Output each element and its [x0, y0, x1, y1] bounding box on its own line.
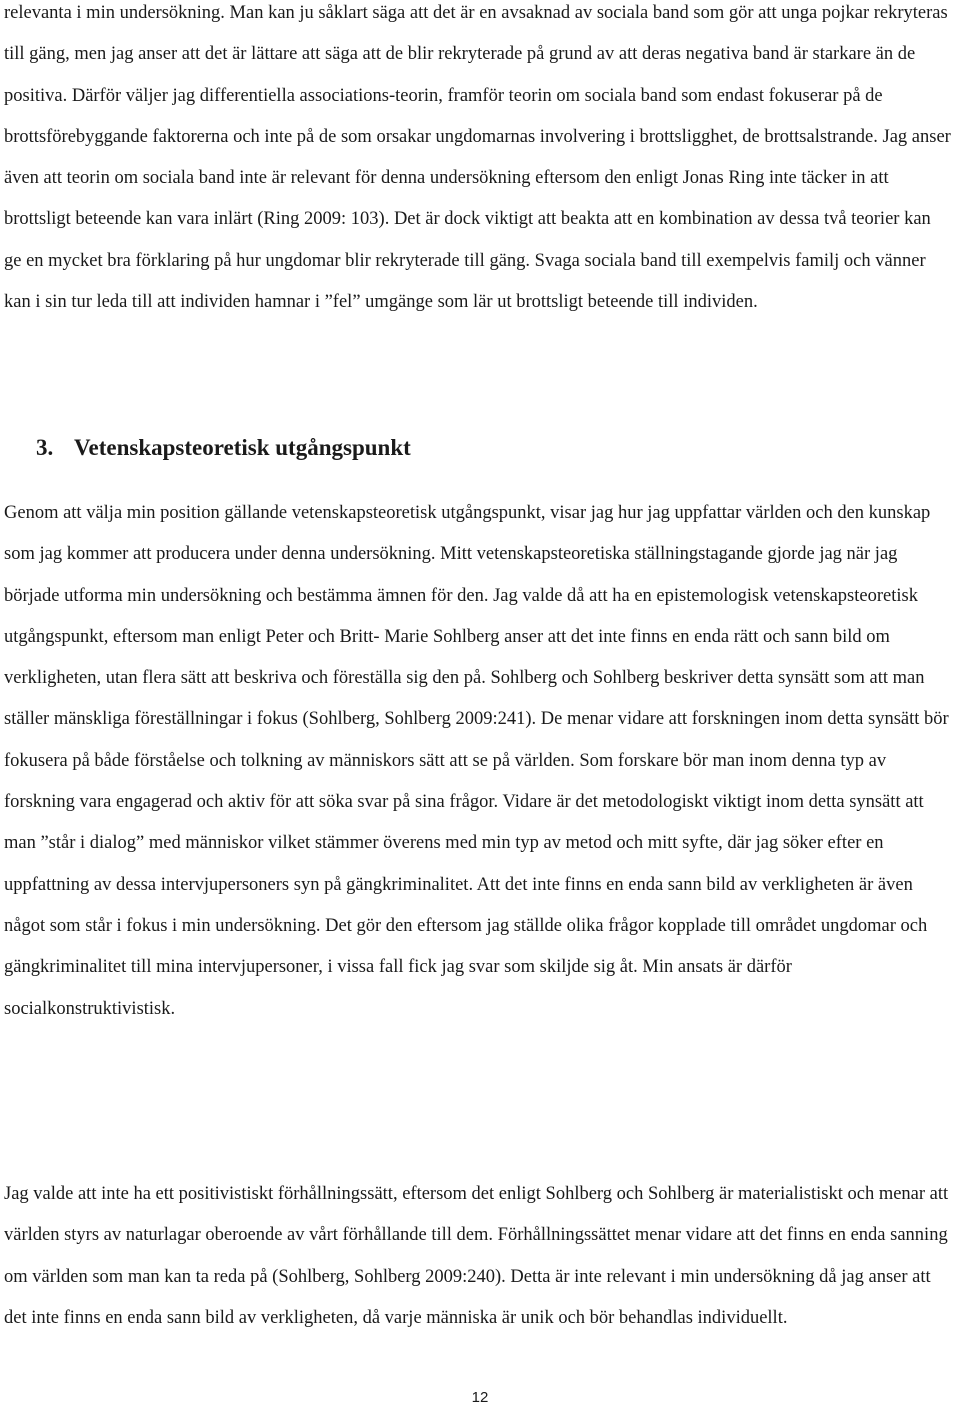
section-number: 3.: [36, 435, 54, 460]
body-paragraph-2: Genom att välja min position gällande vetenskapsteoretisk utgångspunkt, visar jag hur jag uppfattar världen och den kunskap som jag kommer att producera under denna undersökning. Mitt vetenskapsteoretiska ställningstagande gjorde jag när jag började utforma min undersökning och bestämma ämnen för den. Jag valde då att ha en epistemologisk vetenskapsteoretisk utgångspunkt, eftersom man enligt Peter och Britt- Marie Sohlberg anser att det inte finns en enda rätt och sann bild om verkligheten, utan flera sätt att beskriva och föreställa sig den på. Sohlberg och Sohlberg beskriver detta synsätt som att man ställer mänskliga föreställningar i fokus (Sohlberg, Sohlberg 2009:241). De menar vidare att forskningen inom detta synsätt bör fokusera på både förståelse och tolkning av människors sätt att se på världen. Som forskare bör man inom denna typ av forskning vara engagerad och aktiv för att söka svar på sina frågor. Vidare är det metodologiskt viktigt inom detta synsätt att man ”står i dialog” med människor vilket stämmer överens med min typ av metod och mitt syfte, där jag söker efter en uppfattning av dessa intervjupersoners syn på gängkriminalitet. Att det inte finns en enda sann bild av verkligheten är även något som står i fokus i min undersökning. Det gör den eftersom jag ställde olika frågor kopplade till området ungdomar och gängkriminalitet till mina intervjupersoner, i vissa fall fick jag svar som skiljde sig åt. Min ansats är därför socialkonstruktivistisk.: [4, 503, 949, 1019]
section-heading: [36, 428, 411, 468]
page-number: 12: [471, 1389, 489, 1406]
body-paragraph-3: Jag valde att inte ha ett positivistiskt förhållningssätt, eftersom det enligt Sohlberg och Sohlberg är materialistiskt och menar att världen styrs av naturlagar oberoende av vårt förhållande till dem. Förhållningssättet menar vidare att det finns en enda sanning om världen som man kan ta reda på (Sohlberg, Sohlberg 2009:240). Detta är inte relevant i min undersökning då jag anser att det inte finns en enda sann bild av verkligheten, då varje människa är unik och bör behandlas individuellt.: [4, 1184, 949, 1328]
body-paragraph-1: relevanta i min undersökning. Man kan ju såklart säga att det är en avsaknad av sociala band som gör att unga pojkar rekryteras till gäng, men jag anser att det är lättare att säga att de blir rekryterade på grund av att deras negativa band är starkare än de positiva. Därför väljer jag differentiella associations-teorin, framför teorin om sociala band som endast fokuserar på de brottsförebyggande faktorerna och inte på de som orsakar ungdomarnas involvering i brottsligghet, de brottsalstrande. Jag anser även att teorin om sociala band inte är relevant för denna undersökning eftersom den enligt Jonas Ring inte täcker in att brottsligt beteende kan vara inlärt (Ring 2009: 103). Det är dock viktigt att beakta att en kombination av dessa två teorier kan ge en mycket bra förklaring på hur ungdomar blir rekryterade till gäng. Svaga sociala band till exempelvis familj och vänner kan i sin tur leda till att individen hamnar i ”fel” umgänge som lär ut brottsligt beteende till individen.: [4, 3, 951, 313]
section-title: Vetenskapsteoretisk utgångspunkt: [74, 435, 411, 460]
